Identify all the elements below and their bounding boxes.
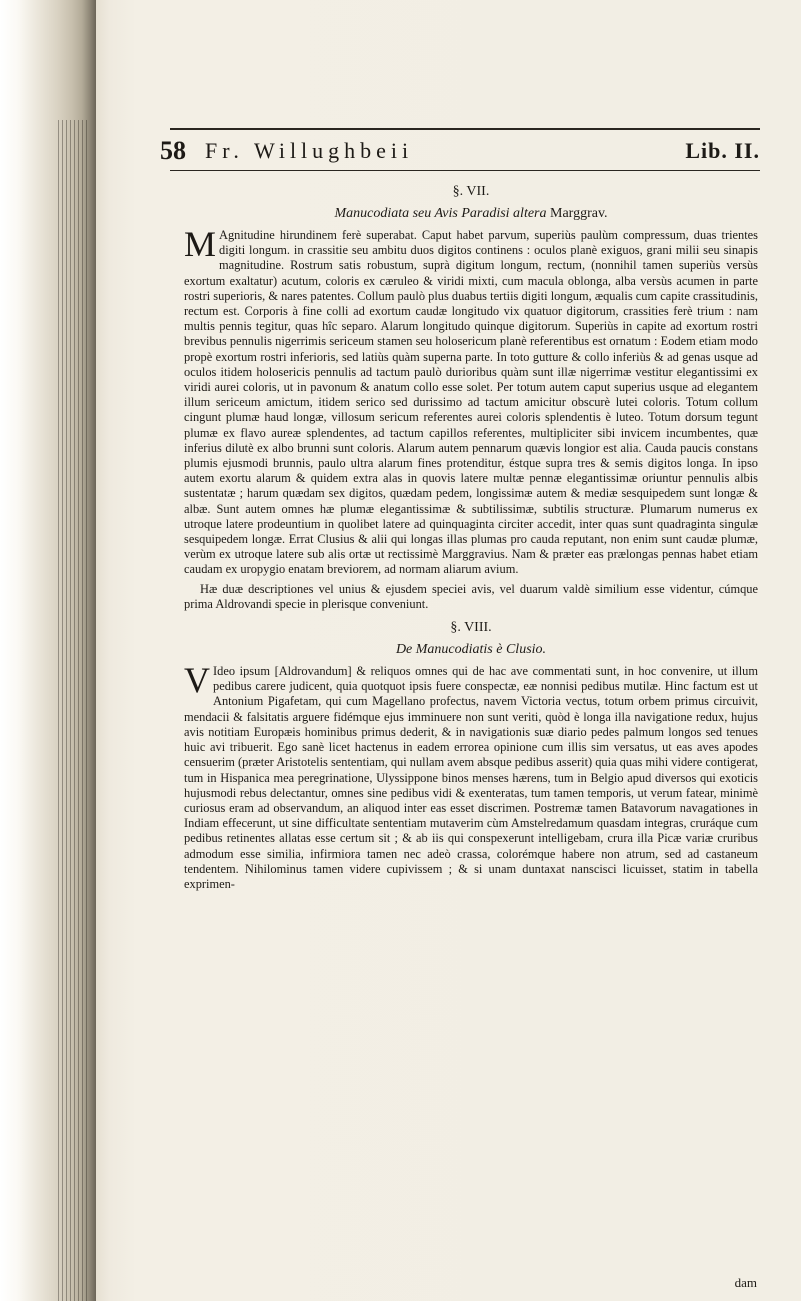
section-8-title: De Manucodiatis è Clusio. xyxy=(395,642,547,658)
drop-cap-initial: V xyxy=(184,660,210,701)
running-head: Fr. Willughbeii xyxy=(205,138,414,163)
section-8-paragraph-1 xyxy=(184,660,758,892)
page-number: 58 xyxy=(160,136,186,165)
section-7-heading: §. VII. xyxy=(452,184,490,199)
section-7-paragraph-2: Hæ duæ descriptiones vel unius & ejusdem speciei avis, vel duarum valdè similium esse videntur, cúmque prima Aldrovandi specie in plerisque conveniunt. xyxy=(184,581,758,611)
catchword: dam xyxy=(734,1275,757,1290)
binding-shadow-lines xyxy=(58,120,88,1301)
section-8-paragraph-1-text: Ideo ipsum [Aldrovandum] & reliquos omnes qui de hac ave commentati sunt, in hoc convenire, ut illum pedibus carere judicent, quia quotquot ipsis fuere conspectæ, eæ nonnisi pedibus mutilæ. Hinc factum est ut Antonium Pigafetam, qui cum Magellano profectus, navem Victoria vectus, totum orbem primus circuivit, mendacii & falsitatis arguere fidémque ejus imminuere non sunt veriti, quòd è longa illa navigatione redux, hujus avis notitiam Europæis hominibus primus dederit, & in navigationis suæ diario pedes palmum longos sed tenues huic avi tribuerit. Ego sanè licet hactenus in eadem errorea opinione cum illis sim versatus, ut eas aves apodes censuerim (præter Aristotelis sententiam, qui nullam avem absque pedibus asserit) quia quas mihi videre contigerat, tum in Hispanica mea peregrinatione, Ulyssippone binos menses hærens, tum in Belgio apud diversos qui exoticis hujusmodi rebus delectantur, omnes sine pedibus vidi & exenteratas, tum tamen temporis, ut verum fatear, minimè curiosus eram ad observandum, an aliquod inter eas esset discrimen. Postremæ tamen Batavorum navagationes in Indiam effecerunt, ut sine difficultate sententiam mutaverim cùm Amstelredamum quasdam integras, cruráque cum pedibus retinentes allatas esse certum sit ; & ab iis qui conspexerunt intelligebam, crura illa Picæ variæ cruribus admodum esse similia, infirmiora tamen nec adeò crassa, colorémque habere non atrum, sed ad castaneum tendentem. Nihilominus tamen videre cupivissem ; & si unam duntaxat nanscisci licuisset, statim in tabella exprimen- xyxy=(184,664,758,891)
book-binding xyxy=(0,0,96,1301)
section-7-paragraph-1-text: Agnitudine hirundinem ferè superabat. Caput habet parvum, superiùs paulùm compressum, duas trientes digiti longum. in crassitie seu ambitu duos digitos continens : oculos planè exiguos, grani milii seu sinapis magnitudine. Rostrum satis robustum, suprà digitum longum, rectum, (nonnihil tamen superiùs versùs exortum exaltatur) acutum, coloris ex cæruleo & viridi mixti, cum macula oblonga, alba versùs acumen in parte rostri superioris, & nares patentes. Collum paulò plus duabus tertiis digiti longum, æqualis cum capite crassitudinis, rectum est. Corporis à fine colli ad exortum caudæ longitudo vix quatuor digitorum, crassities ferè trium : nam multis pennis tegitur, quas hîc separo. Alarum longitudo quinque digitorum. Superiùs in capite ad exortum rostri brevibus pennulis nigerrimis sericeum stamen seu holosericum planè referentibus est ornatum : Eodem etiam modo propè exortum rostri inferioris, sed latiùs quàm superna parte. In toto gutture & collo inferiùs & ad genas usque ad oculos itidem holosericis pennulis ad tactum paulò durioribus quàm sunt illæ nigerrimæ vestitur elegantissimi ex viridi aurei coloris, ut in pavonum & anatum collo esse solet. Per totum autem caput superius usque ad elegantem illum sericeum amictum, itidem serico sed durissimo ad tactum amicitur obscurè lutei coloris. Totum collum cingunt plumæ haud longæ, villosum sericum referentes aurei coloris splendentis è luteo. Totum dorsum tegunt plumæ ex flavo aureæ splendentes, ad tactum capillos referentes, multipliciter sibi invicem incumbentes, quæ inferius dilutè ex albo brunni sunt coloris. Alarum autem pennarum quævis longior est alia. Cauda paucis constans plumis ejusmodi brunnis, paulo ultra alarum fines protenditur, éstque supra tres & semis digitos longa. In ipso autem exortu alarum & quidem extra alas in quovis latere multæ pennæ elegantissimæ oriuntur pennulis albis sustentatæ ; harum quædam sex digitos, quædam pedem, longissimæ autem & mediæ sesquipedem sunt longæ & albæ. Sunt autem omnes hæ plumæ elegantissimæ & subtilissimæ, subtilis structuræ. Plumarum numerus ex utroque latere prodeuntium in quolibet latere ad quinquaginta circiter accedit, inter quas sunt quadraginta singulæ sesquipedem longæ. Errat Clusius & alii qui longas illas plumas pro cauda reputant, non enim sunt caudæ plumæ, verùm ex utroque latere sub alis ortæ ut rectissimè Marggravius. Nam & præter eas prælongas pennas habet etiam caudam ex uropygio enatam breviorem, ad normam aliarum avium. xyxy=(184,228,758,577)
text-block xyxy=(184,184,758,896)
section-8-heading: §. VIII. xyxy=(450,620,492,636)
page-header xyxy=(160,136,760,170)
section-7-title-text: Manucodiata seu Avis Paradisi altera xyxy=(334,206,547,221)
section-7-title-author: Marggrav. xyxy=(550,206,608,221)
section-7-title xyxy=(184,206,758,222)
header-bottom-rule xyxy=(170,170,760,171)
header-top-rule xyxy=(170,128,760,130)
drop-cap-initial: M xyxy=(184,224,217,264)
section-7-paragraph-1 xyxy=(184,224,758,578)
book-reference: Lib. II. xyxy=(685,138,760,163)
